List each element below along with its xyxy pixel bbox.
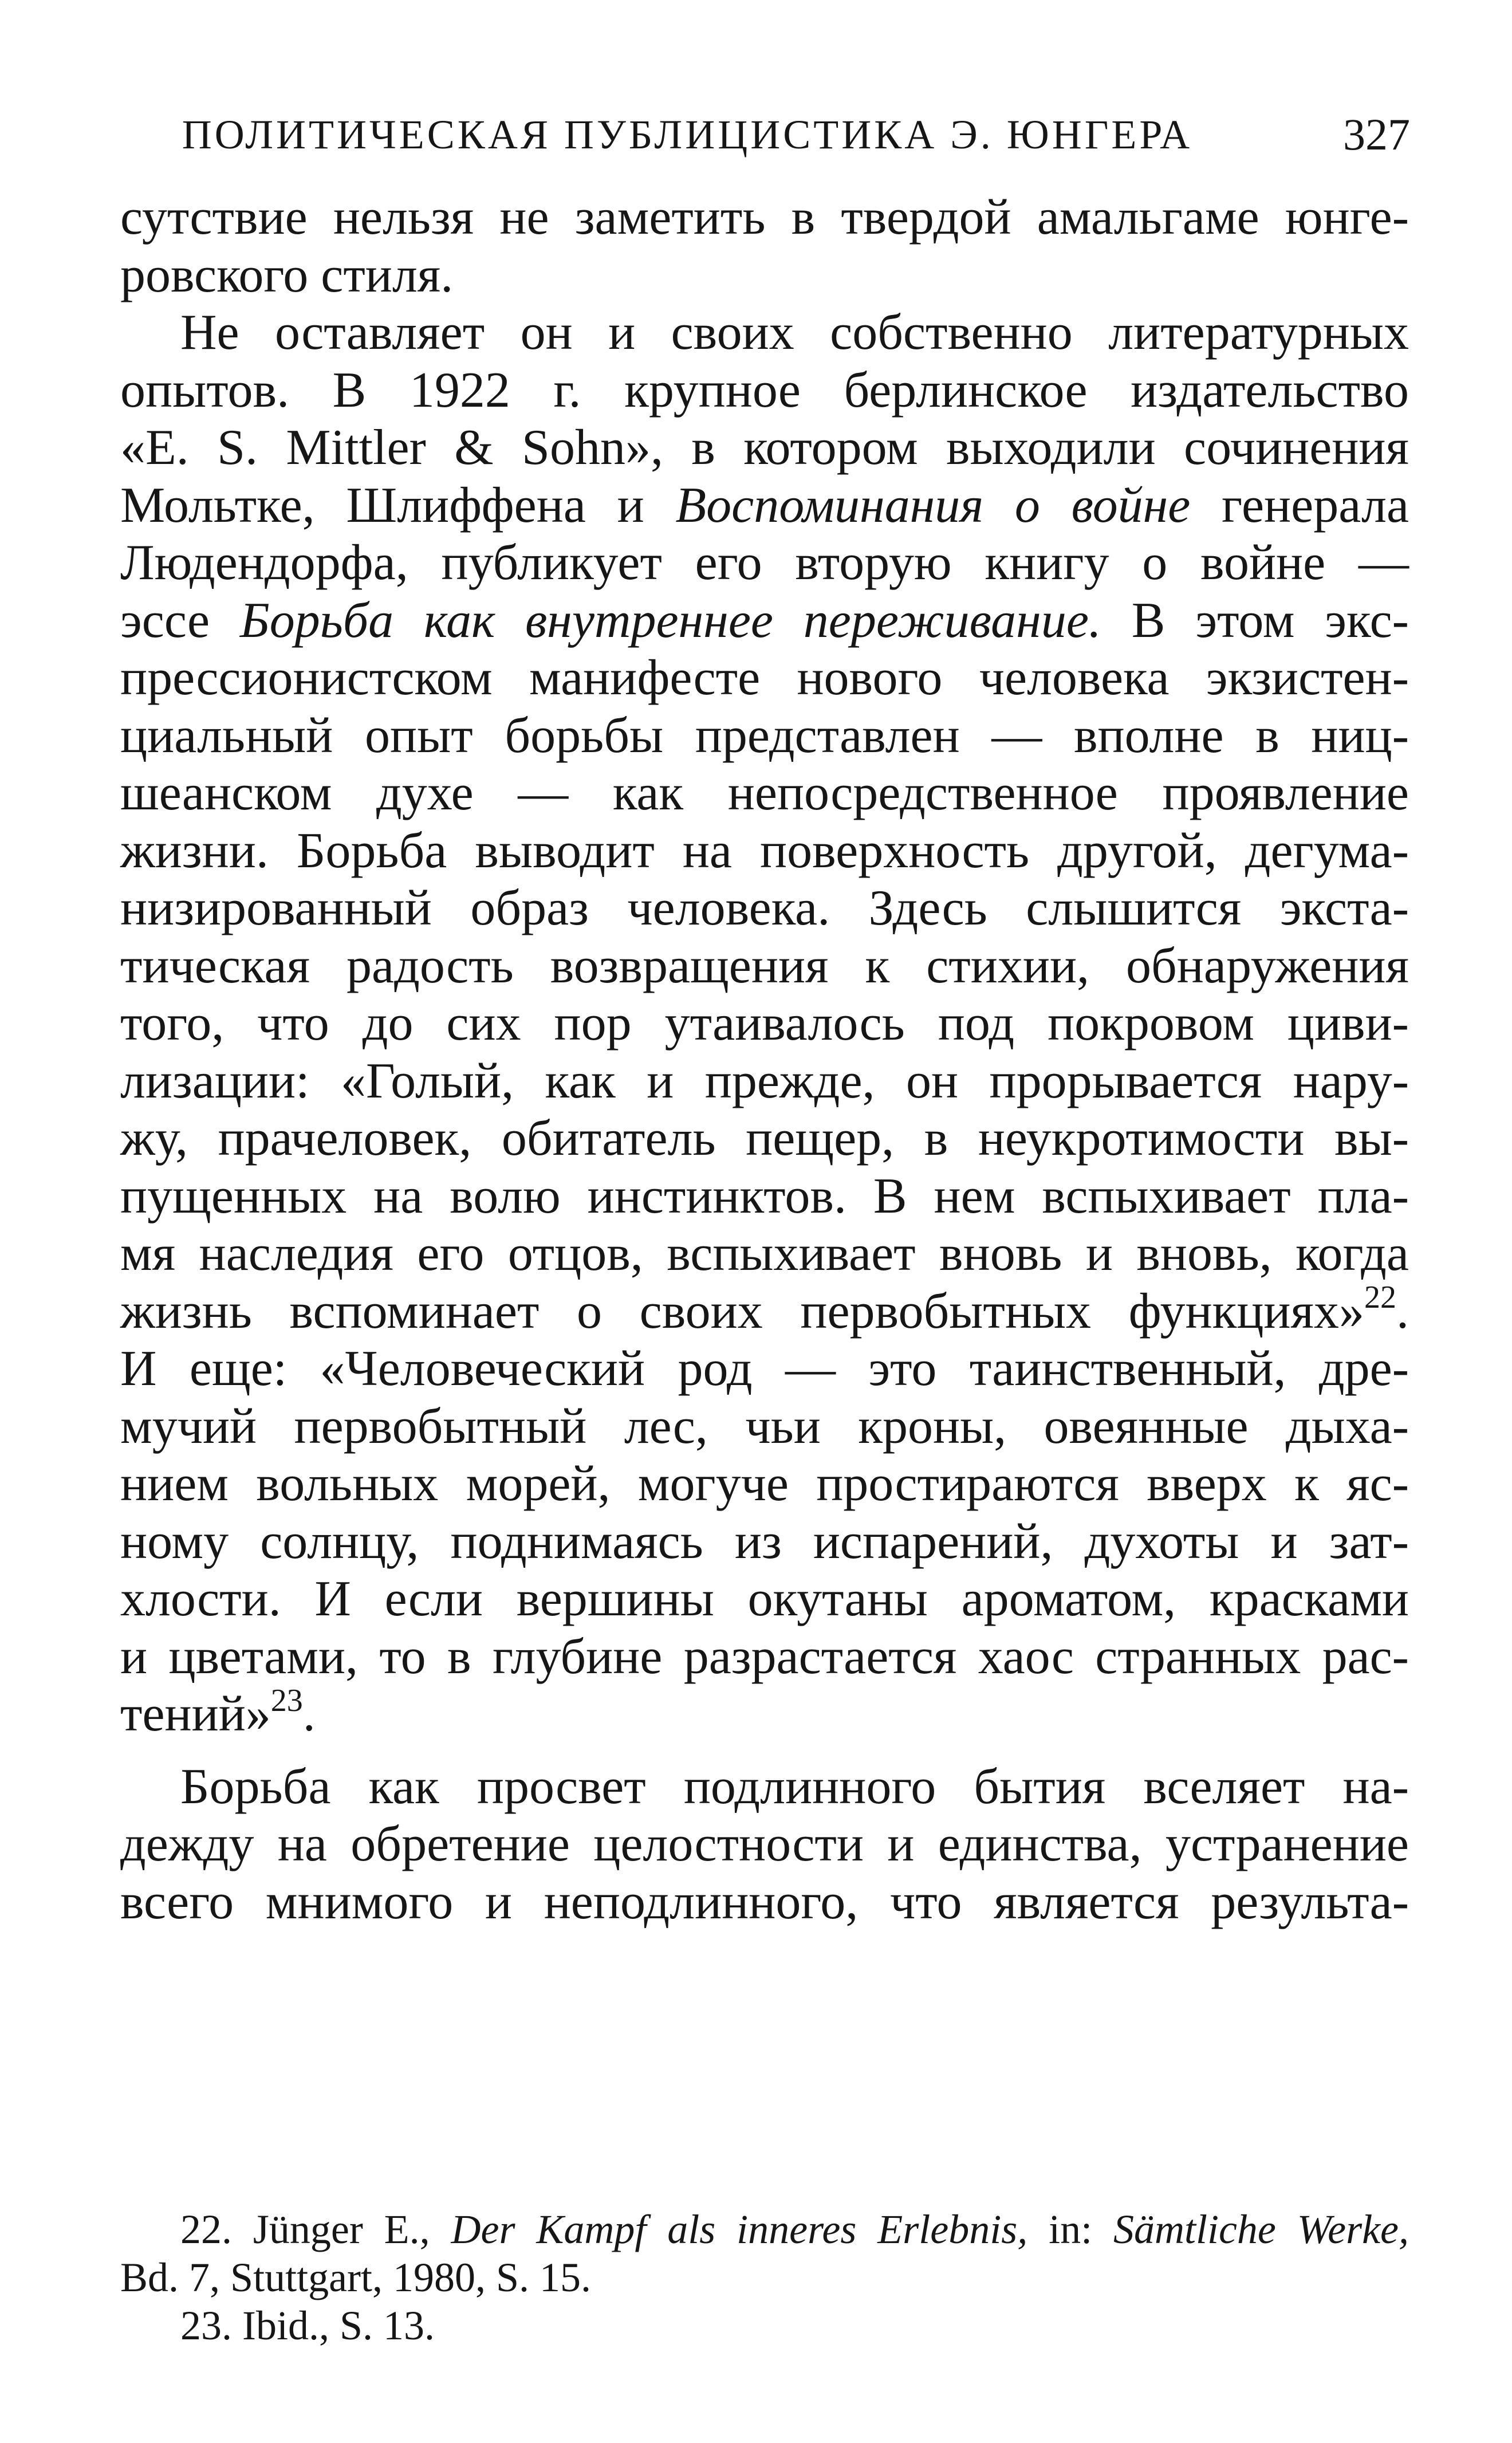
text-line: ровского стиля. <box>120 247 454 303</box>
text-line: тическая радость возвращения к стихии, обнаружения <box>120 938 1409 994</box>
footnote-22-details: Bd. 7, Stuttgart, 1980, S. 15. <box>120 2255 592 2300</box>
text-line: нием вольных морей, могуче простираются вверх к яс- <box>120 1456 1409 1512</box>
text-line: ному солнцу, поднимаясь из испарений, духоты и зат- <box>120 1513 1409 1569</box>
text-line: хлости. И если вершины окутаны ароматом, красками <box>120 1571 1409 1627</box>
text-line: «E. S. Mittler & Sohn», в котором выходили сочинения <box>120 420 1409 475</box>
text-line: того, что до сих пор утаивалось под покровом циви- <box>120 996 1409 1051</box>
running-header <box>115 103 1410 166</box>
paragraph-start-line: Борьба как просвет подлинного бытия вселяет на- <box>180 1759 1409 1815</box>
text-span: В этом экс- <box>1101 592 1409 648</box>
body-text <box>120 189 1409 1931</box>
footnote-23 <box>120 2302 1409 2350</box>
running-title: ПОЛИТИЧЕСКАЯ ПУБЛИЦИСТИКА Э. ЮНГЕРА <box>182 112 1193 158</box>
text-line <box>120 477 1409 535</box>
text-span: эссе <box>120 592 240 648</box>
footnote-ref-23[interactable]: 23 <box>270 1682 303 1718</box>
text-line: опытов. В 1922 г. крупное берлинское издательство <box>120 362 1409 418</box>
footnotes <box>120 2205 1409 2350</box>
text-span: жизнь вспоминает о своих первобытных функциях» <box>120 1283 1364 1339</box>
text-line: низированный образ человека. Здесь слышится экста- <box>120 880 1409 936</box>
footnote-title: Der Kampf als inneres Erlebnis, <box>451 2206 1028 2252</box>
text-line: жизни. Борьба выводит на поверхность другой, дегума- <box>120 823 1409 879</box>
footnote-22 <box>120 2205 1409 2253</box>
paragraph-start-line: Не оставляет он и своих собственно литературных <box>180 305 1409 360</box>
footnote-in: in: <box>1049 2206 1093 2252</box>
footnote-author: Jünger E., <box>253 2206 430 2252</box>
text-line: мя наследия его отцов, вспыхивает вновь и вновь, когда <box>120 1226 1409 1281</box>
text-line: прессионистском манифесте нового человека экзистен- <box>120 650 1409 706</box>
text-span: генерала <box>1190 477 1409 533</box>
footnote-number: 23. <box>180 2303 232 2348</box>
page-number: 327 <box>1343 109 1410 159</box>
text-line: дежду на обретение целостности и единства, устранение <box>120 1816 1409 1872</box>
footnote-collection: Sämtliche Werke, <box>1113 2206 1409 2252</box>
text-line: лизации: «Голый, как и прежде, он прорывается нару- <box>120 1053 1409 1109</box>
text-line: мучий первобытный лес, чьи кроны, овеянные дыха- <box>120 1398 1409 1454</box>
footnote-text: Ibid., S. 13. <box>242 2303 435 2348</box>
text-line <box>120 1682 1409 1744</box>
text-span: . <box>302 1686 316 1742</box>
book-title-italic: Борьба как внутреннее переживание. <box>239 592 1101 648</box>
text-line: циальный опыт борьбы представлен — вполне в ниц- <box>120 707 1409 764</box>
text-span: тений» <box>120 1686 271 1742</box>
book-title-italic: Воспоминания о войне <box>675 477 1191 533</box>
text-line: жу, прачеловек, обитатель пещер, в неукротимости вы- <box>120 1111 1409 1166</box>
footnote-ref-22[interactable]: 22 <box>1364 1280 1396 1316</box>
text-span: . <box>1396 1283 1409 1339</box>
text-line: Людендорфа, публикует его вторую книгу о войне — <box>120 535 1409 591</box>
text-line <box>120 1280 1409 1341</box>
text-line: и цветами, то в глубине разрастается хаос странных рас- <box>120 1628 1409 1685</box>
text-line <box>120 592 1409 650</box>
footnote-number: 22. <box>180 2206 232 2252</box>
text-line: сутствие нельзя не заметить в твердой амальгаме юнге- <box>120 190 1409 245</box>
text-line: пущенных на волю инстинктов. В нем вспыхивает пла- <box>120 1168 1409 1224</box>
text-line: всего мнимого и неподлинного, что является результа- <box>120 1874 1409 1930</box>
text-line: шеанском духе — как непосредственное проявление <box>120 765 1409 821</box>
text-span: Мольтке, Шлиффена и <box>120 477 676 533</box>
text-line: И еще: «Человеческий род — это таинственный, дре- <box>120 1341 1409 1396</box>
